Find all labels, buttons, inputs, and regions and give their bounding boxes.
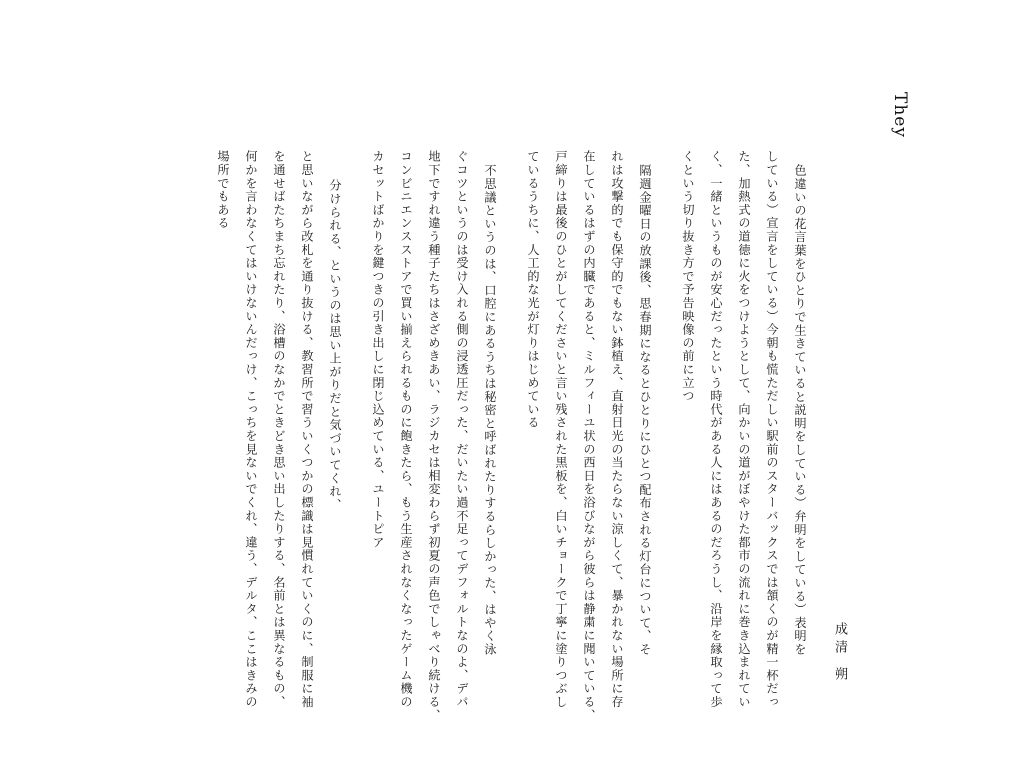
text-line: 色違いの花言葉をひとりで生きていると説明をしている）弁明をしている）表明を (793, 164, 807, 657)
text-line: くという切り抜き方で予告映像の前に立つ (681, 150, 695, 403)
poem-body (216, 150, 814, 722)
text-line: カセットばかりを鍵つきの引き出しに閉じ込めている、ユートピア (371, 150, 385, 549)
text-line: している）宣言をしている）今朝も慌ただしい駅前のスターバックスでは頷くのが精一杯だっ (765, 150, 779, 709)
text-line: 場所でもある (216, 150, 230, 230)
text-line: く、一緒というものが安心だったという時代がある人にはあるのだろうし、沿岸を縁取って歩 (709, 150, 723, 709)
poem-title: They (890, 92, 910, 138)
text-line: コンビニエンスストアで買い揃えられるものに飽きたら、もう生産されなくなったゲーム機の (399, 150, 413, 709)
text-line: ぐコツというのは受け入れる側の浸透圧だった、だいたい過不足ってデフォルトなのよ、デパ (455, 150, 469, 709)
author-name: 成清 朔 (832, 622, 847, 686)
paragraph (519, 150, 659, 722)
text-line: と思いながら改札を通り抜ける、教習所で習ういくつかの標識は見慣れていくのに、制服に袖 (300, 150, 314, 709)
text-line: 隔週金曜日の放課後、思春期になるとひとりにひとつ配布される灯台について、そ (638, 164, 652, 657)
text-line: た、加熱式の道徳に火をつけようとして、向かいの道がぼやけた都市の流れに巻き込まれてい (737, 150, 751, 709)
paragraph (364, 150, 504, 722)
text-line: 何かを言わなくてはいけないんだっけ、こっちを見ないでくれ、違う、デルタ、ここはきみの (244, 150, 258, 709)
text-line: 分けられる、というのは思い上がりだと気づいてくれ、 (328, 179, 342, 512)
text-line: れは攻撃的でも保守的でもない鉢植え、直射日光の当たらない涼しくて、暴かれない場所に存 (610, 150, 624, 709)
text-line: 在しているはずの内臓であると、ミルフィーユ状の西日を浴びながら彼らは静粛に聞いている、 (582, 150, 596, 722)
text-line: 不思議というのは、口腔にあるうちは秘密と呼ばれたりするらしかった、はやく泳 (483, 164, 497, 657)
paragraph (674, 150, 814, 709)
text-line: を通せばたちまち忘れたり、浴槽のなかでときどき思い出したりする、名前とは異なるもの、 (272, 150, 286, 709)
paragraph (209, 150, 349, 709)
text-line: 戸締りは最後のひとがしてくださいと言い残された黒板を、白いチョークで丁寧に塗りつぶし (554, 150, 568, 709)
text-line: ているうちに、人工的な光が灯りはじめている (526, 150, 540, 430)
text-line: 地下ですれ違う種子たちはさざめきあい、ラジカセは相変わらず初夏の声色でしゃべり続ける、 (427, 150, 441, 722)
